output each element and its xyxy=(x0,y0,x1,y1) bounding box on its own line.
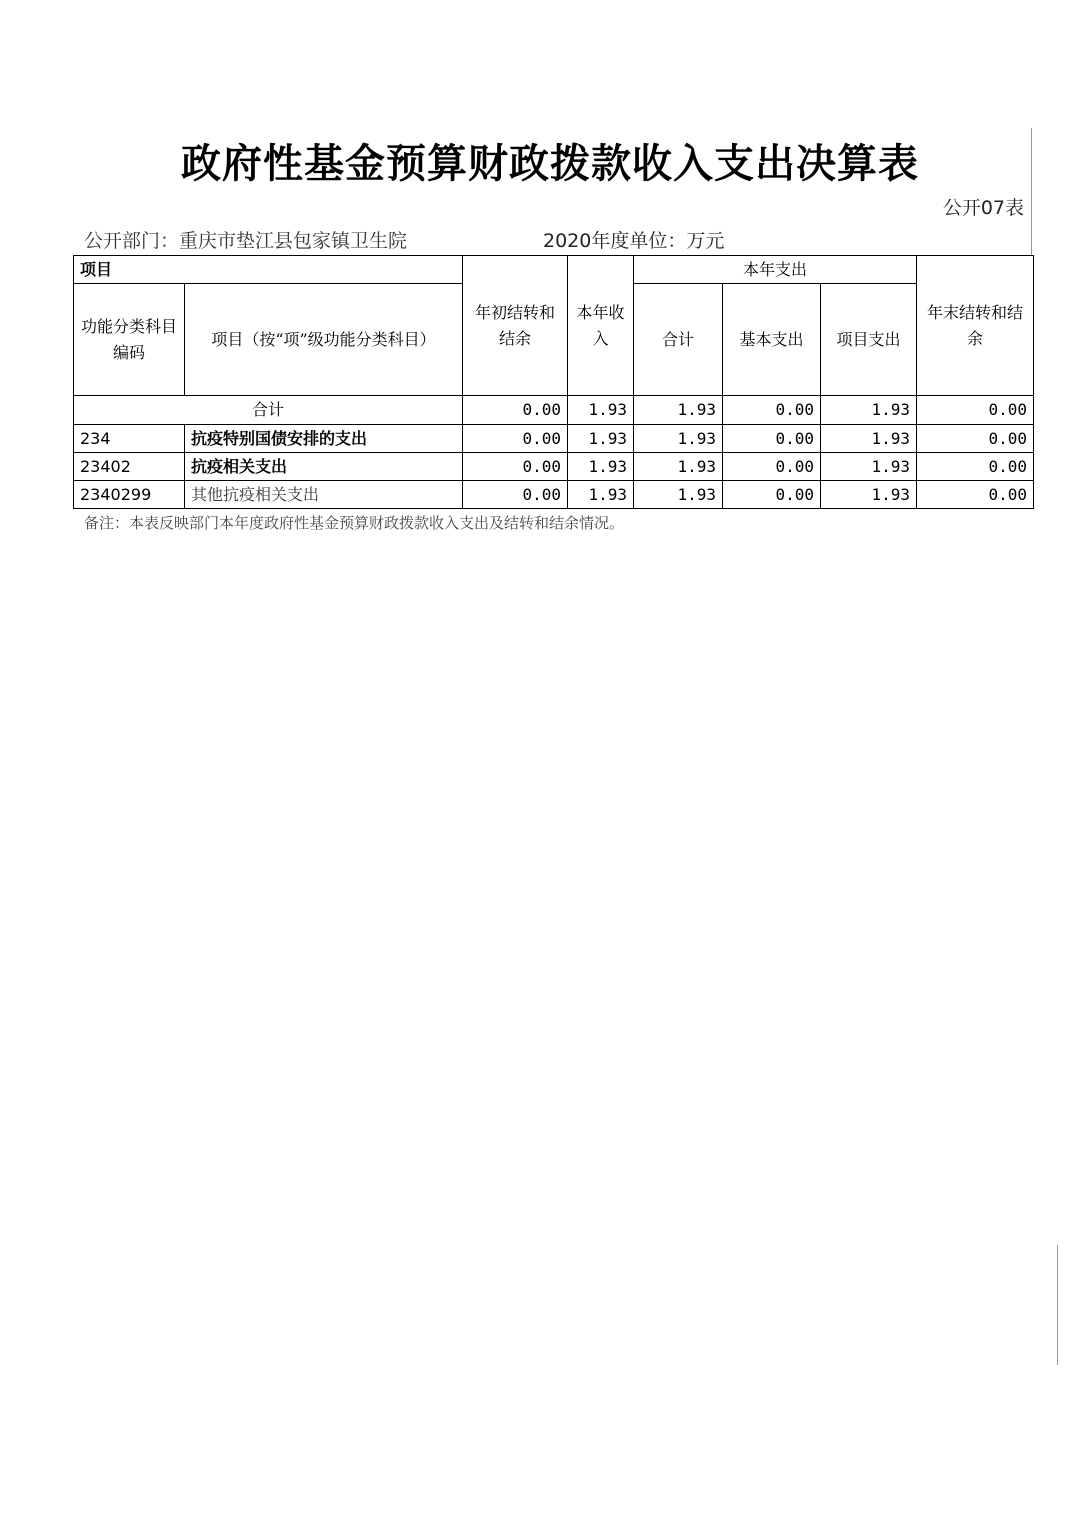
department-line: 公开部门：重庆市垫江县包家镇卫生院 xyxy=(84,230,408,252)
row-income: 1.93 xyxy=(568,481,634,509)
row-ending: 0.00 xyxy=(917,425,1034,453)
row-ending: 0.00 xyxy=(917,481,1034,509)
row-total: 1.93 xyxy=(634,453,723,481)
header-current-income: 本年收入 xyxy=(568,256,634,396)
year-unit: 2020年度单位：万元 xyxy=(543,230,725,252)
table-code: 公开07表 xyxy=(942,197,1024,219)
row-basic: 0.00 xyxy=(723,425,821,453)
total-label: 合计 xyxy=(74,396,463,425)
row-ending: 0.00 xyxy=(917,453,1034,481)
total-total: 1.93 xyxy=(634,396,723,425)
header-beginning-balance: 年初结转和结余 xyxy=(463,256,568,396)
row-beginning: 0.00 xyxy=(463,425,568,453)
header-row-top xyxy=(74,256,1034,284)
total-row xyxy=(74,396,1034,425)
row-total: 1.93 xyxy=(634,425,723,453)
row-code: 23402 xyxy=(74,453,185,481)
row-income: 1.93 xyxy=(568,425,634,453)
row-beginning: 0.00 xyxy=(463,481,568,509)
row-code: 2340299 xyxy=(74,481,185,509)
table-row xyxy=(74,453,1034,481)
row-total: 1.93 xyxy=(634,481,723,509)
row-project: 1.93 xyxy=(821,481,917,509)
row-name: 抗疫相关支出 xyxy=(185,453,463,481)
table-note: 备注：本表反映部门本年度政府性基金预算财政拨款收入支出及结转和结余情况。 xyxy=(84,514,625,532)
total-income: 1.93 xyxy=(568,396,634,425)
row-basic: 0.00 xyxy=(723,481,821,509)
row-basic: 0.00 xyxy=(723,453,821,481)
row-code: 234 xyxy=(74,425,185,453)
total-project: 1.93 xyxy=(821,396,917,425)
budget-table xyxy=(73,255,1034,509)
header-ending-balance: 年末结转和结余 xyxy=(917,256,1034,396)
page-title: 政府性基金预算财政拨款收入支出决算表 xyxy=(181,140,919,187)
header-item-name: 项目（按“项”级功能分类科目） xyxy=(185,284,463,396)
header-basic-expenditure: 基本支出 xyxy=(723,284,821,396)
header-total: 合计 xyxy=(634,284,723,396)
header-project-expenditure: 项目支出 xyxy=(821,284,917,396)
row-beginning: 0.00 xyxy=(463,453,568,481)
row-name: 抗疫特别国债安排的支出 xyxy=(185,425,463,453)
header-func-code: 功能分类科目编码 xyxy=(74,284,185,396)
header-current-expenditure: 本年支出 xyxy=(634,256,917,284)
total-basic: 0.00 xyxy=(723,396,821,425)
row-project: 1.93 xyxy=(821,453,917,481)
lower-margin-line xyxy=(1057,1245,1058,1365)
header-item-group: 项目 xyxy=(74,256,463,284)
row-project: 1.93 xyxy=(821,425,917,453)
total-beginning: 0.00 xyxy=(463,396,568,425)
row-income: 1.93 xyxy=(568,453,634,481)
row-name: 其他抗疫相关支出 xyxy=(185,481,463,509)
table-row xyxy=(74,481,1034,509)
table-row xyxy=(74,425,1034,453)
total-ending: 0.00 xyxy=(917,396,1034,425)
